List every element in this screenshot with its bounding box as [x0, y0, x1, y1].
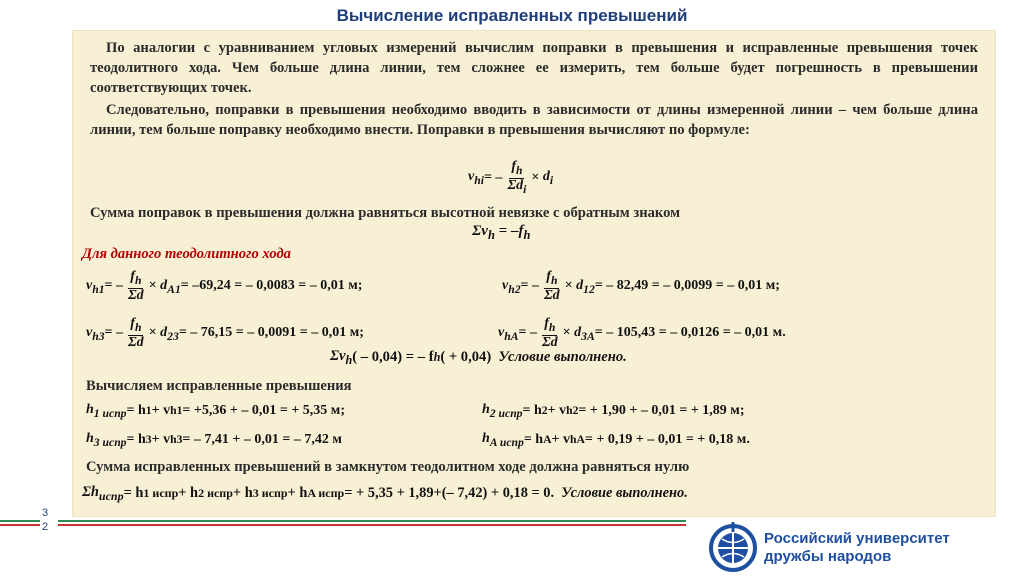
red-stripe-left	[0, 524, 40, 526]
corrected-h1: $h_{1 испр}$ = h 1 + v h1 = +5,36 + – 0,01 = + 5,35 м;	[86, 402, 345, 420]
check-sum-corrections: $\Sigma v_h$ ( – 0,04) = – f h ( + 0,04) Условие выполнено.	[330, 348, 627, 367]
intro-paragraph-2: Следовательно, поправки в превышения необходимо вводить в зависимости от длины измеренной линии – чем больше длина линии, тем больше поправку необходимо внести. Поправки в превышения вычисляют по формуле:	[90, 102, 978, 138]
content-panel	[72, 30, 996, 517]
corrected-h2: $h_{2 испр}$ = h 2 + v h2 = + 1,90 + – 0,01 = + 1,89 м;	[482, 402, 745, 420]
slide-number-bottom: 2	[42, 521, 49, 533]
sum-corrections-text: Сумма поправок в превышения должна равняться высотной невязке с обратным знаком	[90, 205, 681, 221]
logo-line-1: Российский университет	[764, 530, 950, 547]
correction-h2: $v_{h2}$ = – $\frac{f_h}{\Sigma d}$ × $d_{12}$ = – 82,49 = – 0,0099 = – 0,01 м;	[502, 269, 780, 303]
given-traverse-heading: Для данного теодолитного хода	[82, 246, 291, 262]
globe-emblem-icon	[706, 520, 760, 574]
university-logo	[706, 520, 1006, 574]
sum-formula: $\Sigma v_h = -f_h$	[472, 223, 531, 242]
closed-traverse-text: Сумма исправленных превышений в замкнутом теодолитном ходе должна равняться нулю	[86, 459, 690, 475]
final-check-formula: $\Sigma h_{испр}$ = h 1 испр + h 2 испр + h 3 испр + h A испр = + 5,35 + 1,89+(– 7,42) + 0,18 = 0. Условие выполнено.	[82, 484, 688, 503]
slide-number-top: 3	[42, 507, 49, 519]
intro-paragraph-1: По аналогии с уравниванием угловых измерений вычислим поправки в превышения и исправленные превышения точек теодолитного хода. Чем больше длина линии, тем сложнее ее измерить, тем больше будет погрешность в превышении соответствующих точек.	[90, 40, 978, 96]
compute-heading: Вычисляем исправленные превышения	[86, 378, 352, 394]
main-formula: $v_{hi}$ = – $\frac{f_h}{\Sigma d_i}$ × $d_i$	[468, 159, 554, 196]
correction-hA: $v_{hA}$ = – $\frac{f_h}{\Sigma d}$ × $d_{3A}$ = – 105,43 = – 0,0126 = – 0,01 м.	[498, 316, 786, 350]
red-stripe	[58, 524, 686, 526]
green-stripe-left	[0, 520, 40, 522]
university-name	[764, 530, 950, 566]
corrected-hA: $h_{A испр}$ = h A + v hA = + 0,19 + – 0,01 = + 0,18 м.	[482, 431, 750, 449]
condition-satisfied-2: Условие выполнено.	[561, 485, 688, 502]
green-stripe	[58, 520, 686, 522]
correction-h1: $v_{h1}$ = – $\frac{f_h}{\Sigma d}$ × $d_{A1}$ = –69,24 = – 0,0083 = – 0,01 м;	[86, 269, 363, 303]
slide-title: Вычисление исправленных превышений	[336, 6, 688, 25]
logo-line-2: дружбы народов	[764, 548, 892, 565]
corrected-h3: $h_{3 испр}$ = h 3 + v h3 = – 7,41 + – 0,01 = – 7,42 м	[86, 431, 342, 449]
condition-satisfied-1: Условие выполнено.	[498, 349, 627, 366]
correction-h3: $v_{h3}$ = – $\frac{f_h}{\Sigma d}$ × $d_{23}$ = – 76,15 = – 0,0091 = – 0,01 м;	[86, 316, 364, 350]
